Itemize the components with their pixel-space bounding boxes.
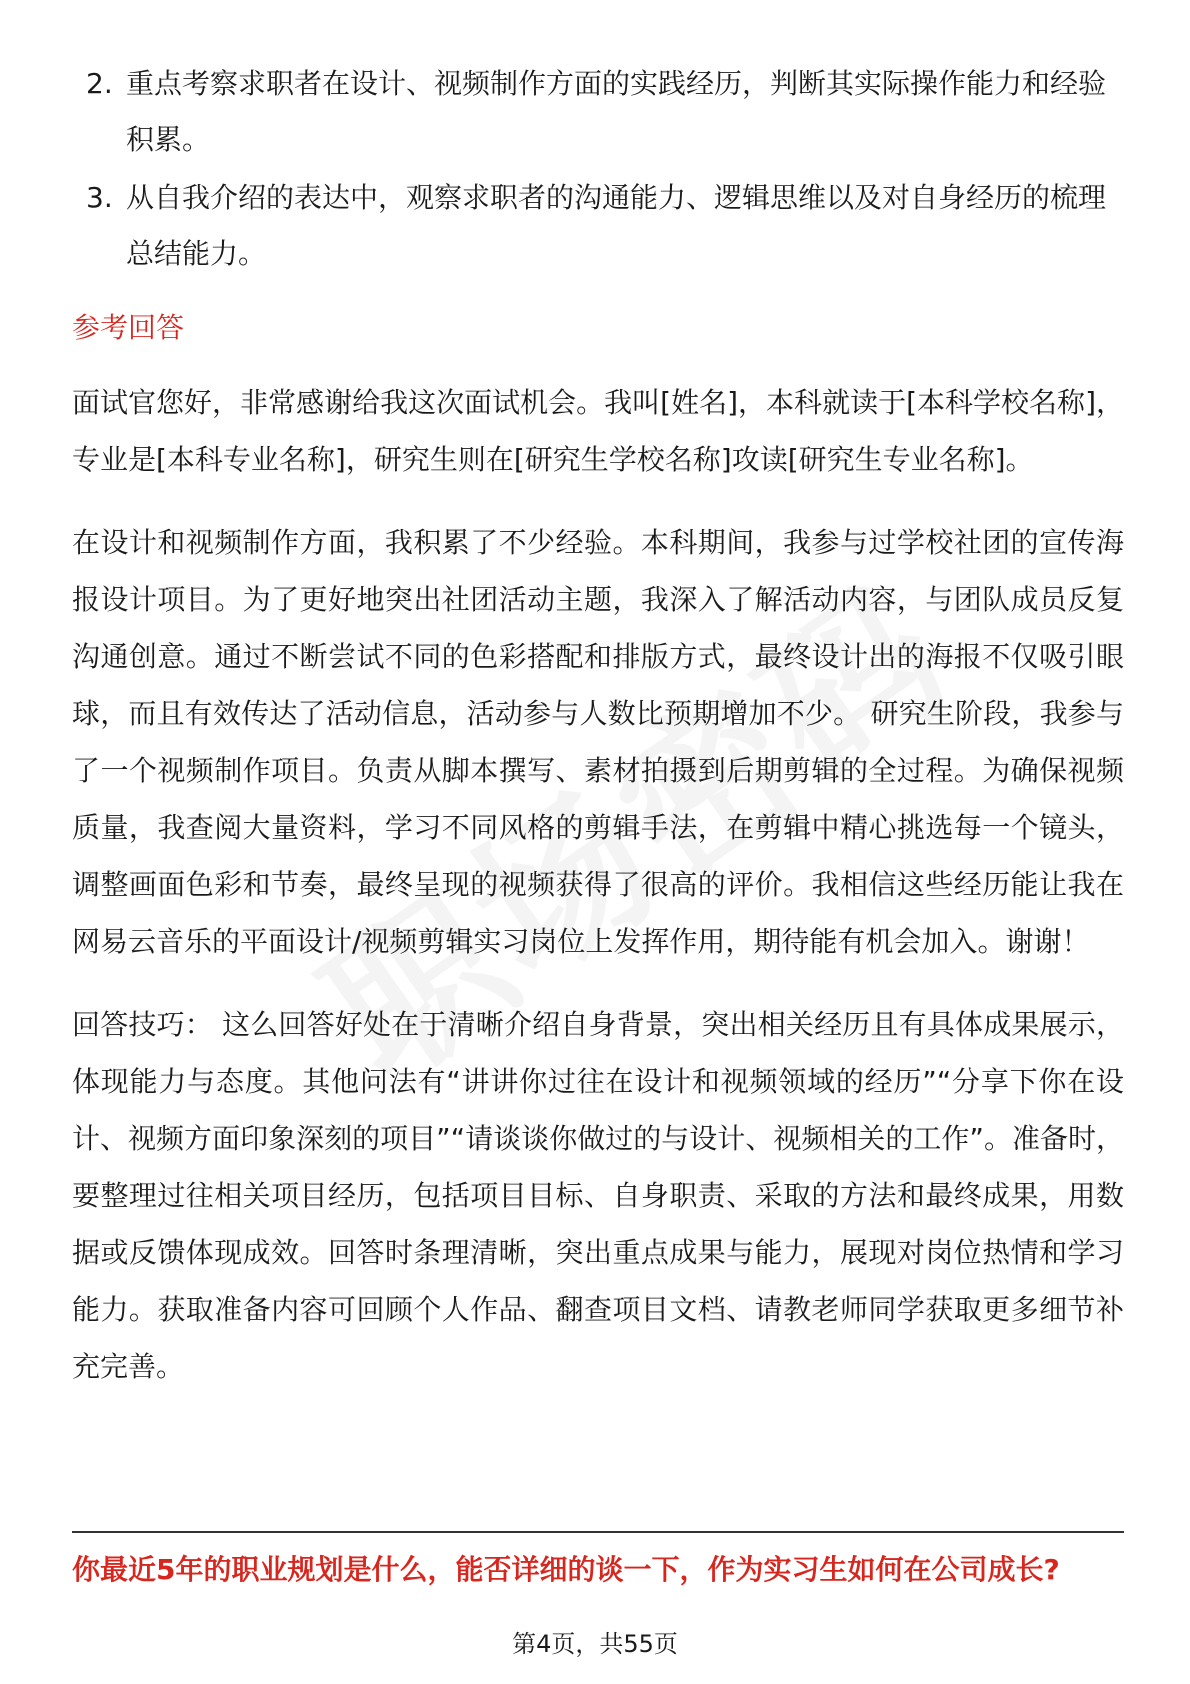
list-item-number: 2.: [86, 67, 113, 100]
list-item-text: 从自我介绍的表达中，观察求职者的沟通能力、逻辑思维以及对自身经历的梳理总结能力。: [126, 181, 1107, 270]
next-question-heading: 你最近5年的职业规划是什么，能否详细的谈一下，作为实习生如何在公司成长?: [72, 1553, 1060, 1586]
answer-paragraph-experience: 在设计和视频制作方面，我积累了不少经验。本科期间，我参与过学校社团的宣传海报设计项目。为了更好地突出社团活动主题，我深入了解活动内容，与团队成员反复沟通创意。通过不断尝试不同的色彩搭配和排版方式，最终设计出的海报不仅吸引眼球，而且有效传达了活动信息，活动参与人数比预期增加不少。 研究生阶段，我参与了一个视频制作项目。负责从脚本撰写、素材拍摄到后期剪辑的全过程。为确保视频质量，我查阅大量资料，学习不同风格的剪辑手法，在剪辑中精心挑选每一个镜头，调整画面色彩和节奏，最终呈现的视频获得了很高的评价。我相信这些经历能让我在网易云音乐的平面设计/视频剪辑实习岗位上发挥作用，期待能有机会加入。谢谢！: [72, 526, 1124, 958]
list-item-text: 重点考察求职者在设计、视频制作方面的实践经历，判断其实际操作能力和经验积累。: [126, 67, 1107, 156]
answer-tips-paragraph: 回答技巧： 这么回答好处在于清晰介绍自身背景，突出相关经历且有具体成果展示，体现能力与态度。其他问法有“讲讲你过往在设计和视频领域的经历”“分享下你在设计、视频方面印象深刻的项目”“请谈谈你做过的与设计、视频相关的工作”。准备时，要整理过往相关项目经历，包括项目目标、自身职责、采取的方法和最终成果，用数据或反馈体现成效。回答时条理清晰，突出重点成果与能力，展现对岗位热情和学习能力。获取准备内容可回顾个人作品、翻查项目文档、请教老师同学获取更多细节补充完善。: [72, 1008, 1124, 1383]
list-item: [72, 170, 1124, 282]
list-item: [72, 56, 1124, 168]
evaluation-list: [72, 56, 1124, 282]
page-footer: 第4页，共55页: [512, 1630, 678, 1658]
document-body: [72, 56, 1124, 1421]
list-item-number: 3.: [86, 181, 113, 214]
answer-paragraph-intro: 面试官您好，非常感谢给我这次面试机会。我叫[姓名]，本科就读于[本科学校名称]，专业是[本科专业名称]，研究生则在[研究生学校名称]攻读[研究生专业名称]。: [72, 386, 1124, 476]
section-divider: [72, 1531, 1124, 1533]
section-title-reference-answer: 参考回答: [72, 311, 185, 344]
